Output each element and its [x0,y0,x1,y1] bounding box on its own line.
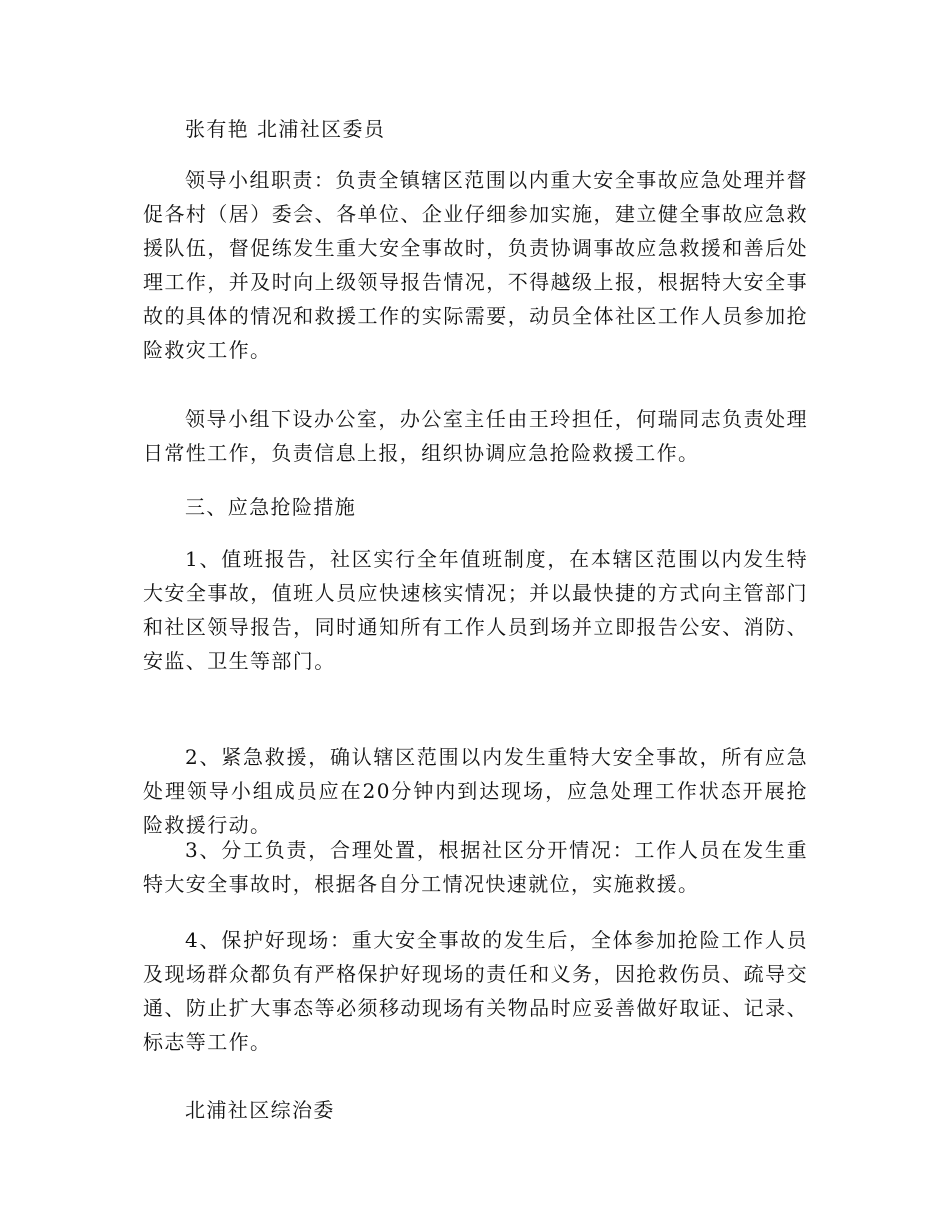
measure-3-paragraph: 3、分工负责，合理处置，根据社区分开情况：工作人员在发生重特大安全事故时，根据各自分工情况快速就位，实施救援。 [143,838,808,896]
section-heading: 三、应急抢险措施 [185,495,357,519]
leadership-duties-paragraph: 领导小组职责：负责全镇辖区范围以内重大安全事故应急处理并督促各村（居）委会、各单位、企业仔细参加实施，建立健全事故应急救援队伍，督促练发生重大安全事故时，负责协调事故应急救援和善后处理工作，并及时向上级领导报告情况，不得越级上报，根据特大安全事故的具体的情况和救援工作的实际需要，动员全体社区工作人员参加抢险救灾工作。 [143,168,808,362]
signature-line: 北浦社区综治委 [185,1098,335,1122]
office-paragraph: 领导小组下设办公室，办公室主任由王玲担任，何瑞同志负责处理日常性工作，负责信息上报，组织协调应急抢险救援工作。 [143,407,808,465]
measure-1-paragraph: 1、值班报告，社区实行全年值班制度，在本辖区范围以内发生特大安全事故，值班人员应快速核实情况；并以最快捷的方式向主管部门和社区领导报告，同时通知所有工作人员到场并立即报告公安、消防、安监、卫生等部门。 [143,547,808,673]
measure-4-paragraph: 4、保护好现场：重大安全事故的发生后，全体参加抢险工作人员及现场群众都负有严格保护好现场的责任和义务，因抢救伤员、疏导交通、防止扩大事态等必须移动现场有关物品时应妥善做好取证、记录、标志等工作。 [143,928,808,1054]
member-line: 张有艳 北浦社区委员 [185,117,386,141]
measure-2-paragraph: 2、紧急救援，确认辖区范围以内发生重特大安全事故，所有应急处理领导小组成员应在20分钟内到达现场，应急处理工作状态开展抢险救援行动。 [143,745,808,837]
